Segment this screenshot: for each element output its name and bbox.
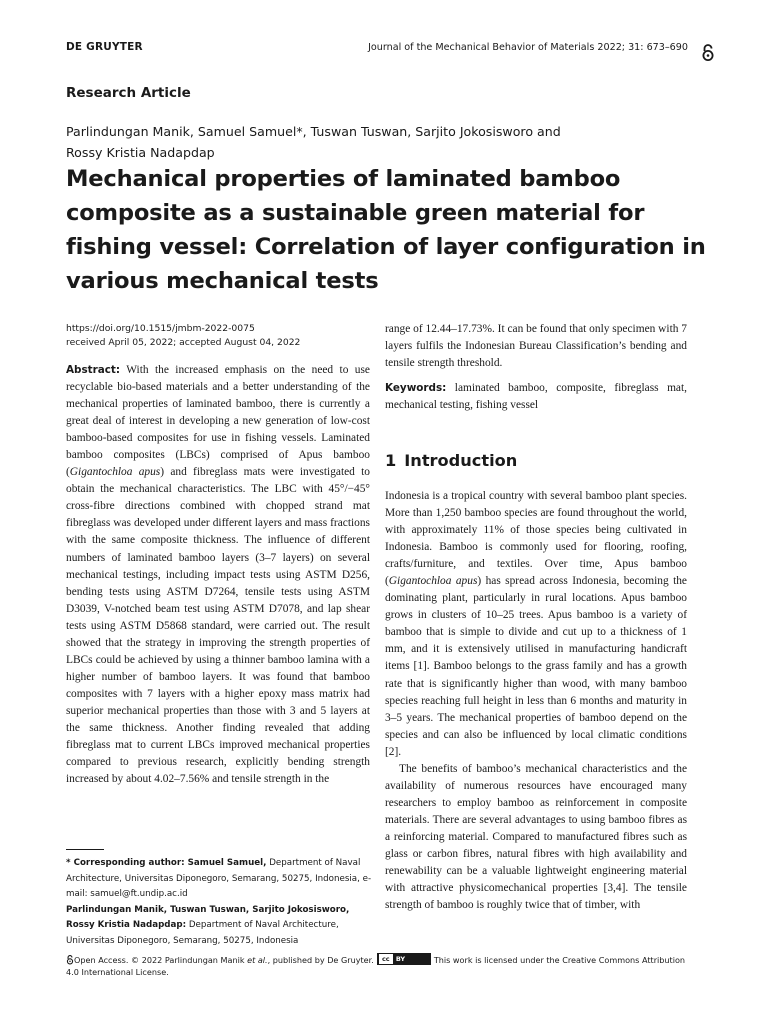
open-access-small-icon bbox=[66, 955, 74, 965]
license-text: Open Access. © 2022 Parlindungan Manik bbox=[74, 955, 248, 965]
license-footer bbox=[66, 953, 688, 978]
open-access-icon bbox=[701, 44, 715, 62]
keywords-text: laminated bamboo, composite, fibreglass mat, mechanical testing, fishing vessel bbox=[385, 382, 687, 412]
paragraph-text: ) has spread across Indonesia, becoming the dominating plant, particularly in rural locations. Apus bamboo grows in clusters of 10–25 trees. Apus bamboo is a variety of bamboo that is simple to divide and cut up to a thickness of 1 mm, and it is extensively utilised in manufacturing handicraft items [1]. Bamboo belongs to the grass family and has a growth rate that is significantly higher than wood, with many bamboo species reaching full height in less than 6 months and maturity in 3–5 years. The mechanical properties of bamboo depend on the species and can also be influenced by local climatic conditions [2]. bbox=[385, 575, 687, 758]
paragraph bbox=[385, 488, 687, 761]
cc-by-badge-icon[interactable] bbox=[377, 953, 431, 965]
abstract-label: Abstract: bbox=[66, 364, 121, 376]
species-name: Gigantochloa apus bbox=[69, 466, 161, 479]
abstract-continuation: range of 12.44–17.73%. It can be found that only specimen with 7 layers fulfils the Indonesian Bureau Classification’s bending and tensile strength threshold. bbox=[385, 323, 687, 370]
license-text: This work is licensed under the Creative Commons Attribution 4.0 International License. bbox=[66, 955, 686, 977]
abstract-text: ) and fibreglass mats were investigated to obtain the mechanical characteristics. The LBC with 45°/−45° cross-fibre directions combined with chopped strand mat fibreglass was developed under different layers and mass fractions with the same composite thickness. The influence of different numbers of laminated bamboo layers (3–7 layers) on several mechanical testings, including impact tests using ASTM D256, bending tests using ASTM D7264, tensile tests using ASTM D3039, V-notched beam test using ASTM D7078, and lap shear tests using ASTM D5868 standard, were carried out. The result showed that the strategy in improving the strength properties of LBCs could be achieved by using a thinner bamboo lamina with a higher number of bamboo layers. It was found that bamboo composites with 7 layers with a higher epoxy mass matrix had superior mechanical properties than those with 3 and 5 layers at the same thickness. Another finding revealed that adding fibreglass mat to current LBCs improved mechanical properties compared to previous research, explicitly bending strength increased by about 4.02–7.56% and tensile strength in the bbox=[66, 466, 371, 786]
corresponding-author-label: * Corresponding author: Samuel Samuel, bbox=[66, 858, 267, 868]
coauthor-note bbox=[66, 903, 374, 950]
abstract-text: With the increased emphasis on the need to use recyclable bio-based materials and a better understanding of the mechanical properties of laminated bamboo, there is currently a great deal of interest in developing a new generation of low-cost bamboo-based composites for use in fishing vessels. Laminated bamboo composites (LBCs) comprised of Apus bamboo ( bbox=[66, 364, 370, 479]
introduction-body bbox=[385, 488, 687, 914]
doi-link[interactable]: https://doi.org/10.1515/jmbm-2022-0075 bbox=[66, 323, 255, 334]
cc-label: cc bbox=[379, 954, 393, 964]
author-line: Parlindungan Manik, Samuel Samuel*, Tuswan Tuswan, Sarjito Jokosisworo and bbox=[66, 124, 561, 139]
section-number: 1 bbox=[385, 451, 397, 470]
section-heading bbox=[385, 451, 517, 470]
keywords bbox=[385, 380, 687, 414]
keywords-label: Keywords: bbox=[385, 382, 447, 394]
page-header bbox=[66, 40, 688, 58]
article-title: Mechanical properties of laminated bamboo composite as a sustainable green material for fishing vessel: Correlation of layer configuration in various mechanical tests bbox=[66, 166, 706, 294]
article-meta bbox=[66, 322, 376, 350]
author-footnote bbox=[66, 856, 374, 950]
coauthor-affiliation: Department of Naval Architecture, Universitas Diponegoro, Semarang, 50275, Indonesia bbox=[66, 920, 339, 946]
author-list bbox=[66, 121, 686, 163]
coauthor-label: Parlindungan Manik, Tuswan Tuswan, Sarjito Jokosisworo, Rossy Kristia Nadapdap: bbox=[66, 904, 350, 931]
abstract bbox=[66, 362, 370, 788]
license-text: , published by De Gruyter. bbox=[267, 955, 374, 965]
species-name: Gigantochloa apus bbox=[388, 575, 478, 588]
article-type: Research Article bbox=[66, 85, 191, 101]
by-label: BY bbox=[395, 955, 406, 963]
journal-reference: Journal of the Mechanical Behavior of Materials 2022; 31: 673–690 bbox=[368, 42, 688, 53]
footnote-divider bbox=[66, 849, 104, 850]
license-et-al: et al. bbox=[247, 955, 268, 965]
paragraph-text: Indonesia is a tropical country with several bamboo plant species. More than 1,250 bamboo species are found throughout the world, with approximately 11% of those species being cultivated in Indonesia. Bamboo is commonly used for flooring, roofing, crafts/furniture, and textiles. Over time, Apus bamboo ( bbox=[385, 490, 687, 588]
section-title: Introduction bbox=[404, 451, 518, 470]
article-dates: received April 05, 2022; accepted August 04, 2022 bbox=[66, 337, 301, 348]
author-line: Rossy Kristia Nadapdap bbox=[66, 145, 215, 160]
corresponding-author-note bbox=[66, 856, 374, 903]
corresponding-author-affiliation: Department of Naval Architecture, Universitas Diponegoro, Semarang, 50275, Indonesia, e-mail: samuel@ft.undip.ac.id bbox=[66, 858, 372, 900]
publisher-name: DE GRUYTER bbox=[66, 41, 143, 53]
paragraph: The benefits of bamboo’s mechanical characteristics and the availability of numerous resources have encouraged many researchers to employ bamboo as reinforcement in composite materials. There are several advantages to using bamboo fibres as a reinforcing material. Compared to manufactured fibres such as glass or carbon fibres, natural fibres with high availability and renewability can be a valuable lightweight engineering material with attractive physicomechanical properties [3,4]. The tensile strength of bamboo is roughly twice that of timber, with bbox=[385, 762, 687, 912]
